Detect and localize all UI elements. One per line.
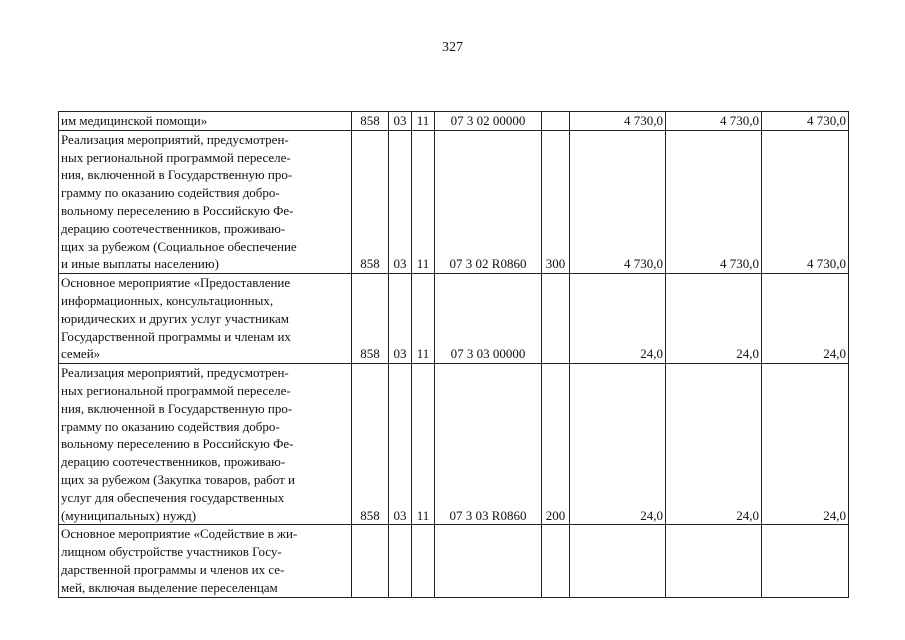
amount-year-1: 4 730,0 <box>570 112 666 131</box>
amount-year-1: 4 730,0 <box>570 130 666 273</box>
amount-year-2 <box>666 525 762 597</box>
amount-year-2: 4 730,0 <box>666 130 762 273</box>
expense-type-code <box>542 525 570 597</box>
subsection-code: 11 <box>412 112 435 131</box>
section-code: 03 <box>389 130 412 273</box>
admin-code <box>352 525 389 597</box>
amount-year-2: 24,0 <box>666 364 762 525</box>
subsection-code: 11 <box>412 130 435 273</box>
target-article-code: 07 3 02 R0860 <box>435 130 542 273</box>
section-code: 03 <box>389 274 412 364</box>
amount-year-3: 24,0 <box>762 274 849 364</box>
expense-type-code <box>542 274 570 364</box>
row-description: Основное мероприятие «Содействие в жи- лищном обустройстве участников Госу- дарственной программы и членов их се- мей, включая выделение переселенцам <box>59 525 352 597</box>
amount-year-3: 4 730,0 <box>762 130 849 273</box>
budget-table <box>58 111 849 598</box>
row-description: Реализация мероприятий, предусмотрен- ных региональной программой переселе- ния, включенной в Государственную про- грамму по оказанию содействия добро- вольному переселению в Российскую Фе- дерацию соотечественников, проживаю- щих за рубежом (Закупка товаров, работ и услуг для обеспечения государственных (муниципальных) нужд) <box>59 364 352 525</box>
amount-year-2: 4 730,0 <box>666 112 762 131</box>
admin-code: 858 <box>352 130 389 273</box>
row-description: Реализация мероприятий, предусмотрен- ных региональной программой переселе- ния, включенной в Государственную про- грамму по оказанию содействия добро- вольному переселению в Российскую Фе- дерацию соотечественников, проживаю- щих за рубежом (Социальное обеспечение и иные выплаты населению) <box>59 130 352 273</box>
amount-year-1 <box>570 525 666 597</box>
admin-code: 858 <box>352 364 389 525</box>
amount-year-3: 4 730,0 <box>762 112 849 131</box>
row-description: им медицинской помощи» <box>59 112 352 131</box>
target-article-code: 07 3 03 R0860 <box>435 364 542 525</box>
table-row <box>59 364 849 525</box>
section-code: 03 <box>389 364 412 525</box>
section-code <box>389 525 412 597</box>
table-row <box>59 274 849 364</box>
target-article-code <box>435 525 542 597</box>
admin-code: 858 <box>352 274 389 364</box>
subsection-code: 11 <box>412 364 435 525</box>
admin-code: 858 <box>352 112 389 131</box>
target-article-code: 07 3 02 00000 <box>435 112 542 131</box>
table-row <box>59 130 849 273</box>
table-row <box>59 112 849 131</box>
subsection-code <box>412 525 435 597</box>
amount-year-3 <box>762 525 849 597</box>
amount-year-1: 24,0 <box>570 274 666 364</box>
subsection-code: 11 <box>412 274 435 364</box>
target-article-code: 07 3 03 00000 <box>435 274 542 364</box>
expense-type-code: 200 <box>542 364 570 525</box>
amount-year-3: 24,0 <box>762 364 849 525</box>
row-description: Основное мероприятие «Предоставление информационных, консультационных, юридических и других услуг участникам Государственной программы и членам их семей» <box>59 274 352 364</box>
amount-year-1: 24,0 <box>570 364 666 525</box>
page-number: 327 <box>442 40 463 55</box>
amount-year-2: 24,0 <box>666 274 762 364</box>
expense-type-code: 300 <box>542 130 570 273</box>
expense-type-code <box>542 112 570 131</box>
section-code: 03 <box>389 112 412 131</box>
table-row <box>59 525 849 597</box>
